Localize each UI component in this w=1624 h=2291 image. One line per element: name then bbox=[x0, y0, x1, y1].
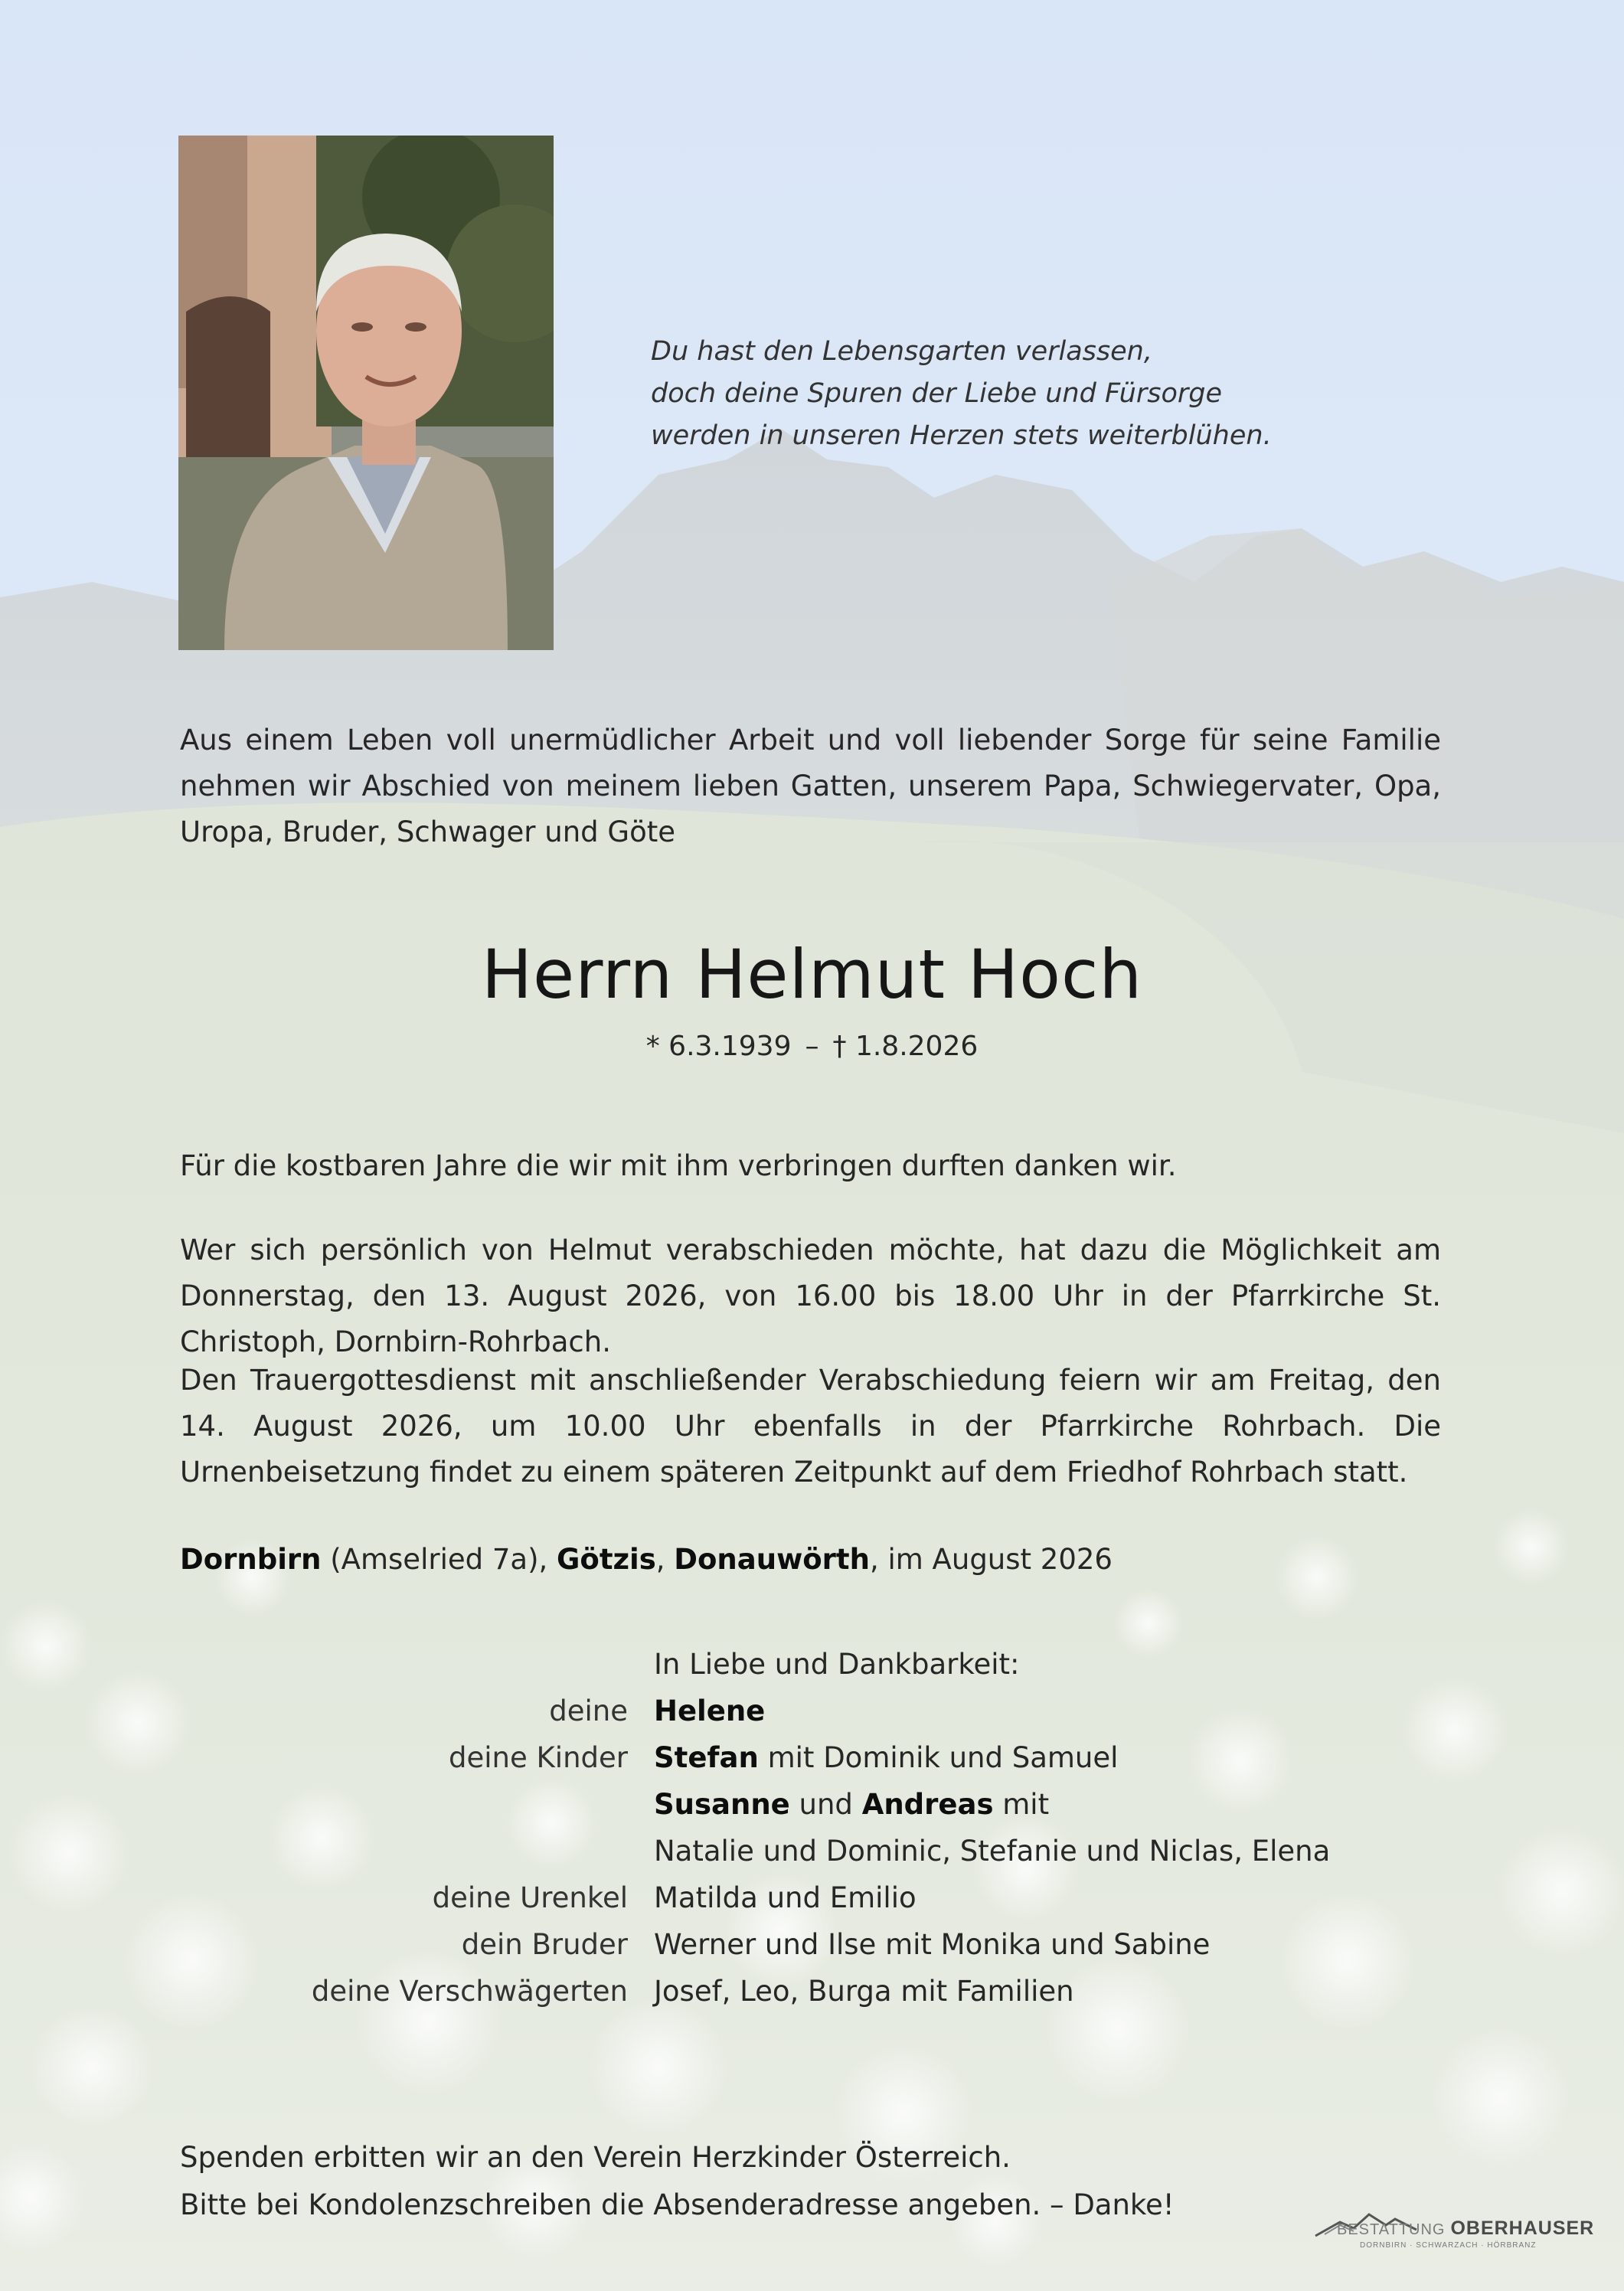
funeral-home-logo bbox=[1309, 2196, 1595, 2257]
quote-line: werden in unseren Herzen stets weiterblühen. bbox=[651, 420, 1272, 451]
signature-row bbox=[180, 1828, 1441, 1874]
place-town: Donauwörth bbox=[674, 1543, 870, 1576]
condolence-note: Bitte bei Kondolenzschreiben die Absenderadresse angeben. – Danke! bbox=[180, 2188, 1175, 2221]
quote-line: doch deine Spuren der Liebe und Fürsorge bbox=[651, 378, 1223, 409]
place-town: Götzis bbox=[557, 1543, 656, 1576]
signature-row bbox=[180, 1734, 1441, 1781]
signature-row bbox=[180, 1874, 1441, 1921]
signature-block bbox=[180, 1641, 1441, 2015]
signature-names bbox=[654, 1874, 1441, 1921]
signature-relation: deine Urenkel bbox=[432, 1881, 628, 1914]
place-comma: , bbox=[655, 1543, 675, 1576]
donation-note: Spenden erbitten wir an den Verein Herzkinder Österreich. bbox=[180, 2141, 1011, 2174]
signature-relation: dein Bruder bbox=[461, 1928, 628, 1961]
signature-name-text: Josef, Leo, Burga mit Familien bbox=[654, 1975, 1074, 2008]
signature-relation: deine Kinder bbox=[449, 1741, 628, 1774]
logo-name: OBERHAUSER bbox=[1450, 2217, 1595, 2239]
signature-name-strong: Stefan bbox=[654, 1741, 759, 1774]
signature-row bbox=[180, 1781, 1441, 1828]
service-paragraph: Den Trauergottesdienst mit anschließender Verabschiedung feiern wir am Freitag, den 14. August 2026, um 10.00 Uhr ebenfalls in der Pfarrkirche Rohrbach. Die Urnenbeisetzung findet zu einem späteren Zeitpunkt auf dem Friedhof Rohrbach statt. bbox=[180, 1364, 1441, 1489]
signature-names bbox=[654, 1828, 1441, 1874]
signature-relation bbox=[180, 1828, 654, 1874]
memorial-quote bbox=[651, 331, 1340, 457]
logo-locations: DORNBIRN · SCHWARZACH · HÖRBRANZ bbox=[1360, 2241, 1537, 2250]
signature-names bbox=[654, 1968, 1441, 2015]
signature-name-text: mit Dominik und Samuel bbox=[758, 1741, 1119, 1774]
signature-name-strong: Helene bbox=[654, 1695, 766, 1727]
intro-paragraph: Aus einem Leben voll unermüdlicher Arbeit und voll liebender Sorge für seine Familie nehmen wir Abschied von meinem lieben Gatten, unserem Papa, Schwiegervater, Opa, Uropa, Bruder, Schwager und Göte bbox=[180, 724, 1441, 848]
signature-row bbox=[180, 1921, 1441, 1968]
signature-name-text: Werner und Ilse mit Monika und Sabine bbox=[654, 1928, 1211, 1961]
signature-row bbox=[180, 1688, 1441, 1734]
signature-heading: In Liebe und Dankbarkeit: bbox=[654, 1648, 1020, 1681]
signature-relation: deine bbox=[549, 1695, 628, 1727]
signature-names bbox=[654, 1921, 1441, 1968]
thanks-paragraph: Für die kostbaren Jahre die wir mit ihm verbringen durften danken wir. bbox=[180, 1149, 1177, 1182]
signature-name-text: Natalie und Dominic, Stefanie und Niclas, Elena bbox=[654, 1835, 1331, 1868]
place-date: , im August 2026 bbox=[869, 1543, 1113, 1576]
date-separator: – bbox=[805, 1031, 819, 1062]
place-address: (Amselried 7a), bbox=[321, 1543, 557, 1576]
place-date-line bbox=[180, 1537, 1441, 1583]
signature-relation bbox=[180, 1781, 654, 1828]
signature-name-text: und bbox=[789, 1788, 862, 1821]
birth-date: * 6.3.1939 bbox=[645, 1031, 792, 1062]
footer-notes bbox=[180, 2134, 1328, 2229]
signature-name-text: mit bbox=[993, 1788, 1050, 1821]
signature-names bbox=[654, 1688, 1441, 1734]
farewell-paragraph: Wer sich persönlich von Helmut verabschieden möchte, hat dazu die Möglichkeit am Donnerstag, den 13. August 2026, von 16.00 bis 18.00 Uhr in der Pfarrkirche St. Christoph, Dornbirn-Rohrbach. bbox=[180, 1234, 1441, 1358]
quote-line: Du hast den Lebensgarten verlassen, bbox=[651, 336, 1152, 367]
life-dates bbox=[0, 1028, 1624, 1066]
signature-row bbox=[180, 1968, 1441, 2015]
signature-name-text: Matilda und Emilio bbox=[654, 1881, 917, 1914]
death-date: † 1.8.2026 bbox=[832, 1031, 979, 1062]
signature-names bbox=[654, 1781, 1441, 1828]
logo-prefix: BESTATTUNG bbox=[1337, 2221, 1446, 2238]
deceased-name: Herrn Helmut Hoch bbox=[481, 935, 1143, 1014]
place-town: Dornbirn bbox=[180, 1543, 322, 1576]
signature-name-strong: Susanne bbox=[654, 1788, 790, 1821]
portrait-photo bbox=[178, 136, 554, 650]
signature-name-strong: Andreas bbox=[861, 1788, 994, 1821]
signature-names bbox=[654, 1734, 1441, 1781]
signature-relation: deine Verschwägerten bbox=[311, 1975, 628, 2008]
